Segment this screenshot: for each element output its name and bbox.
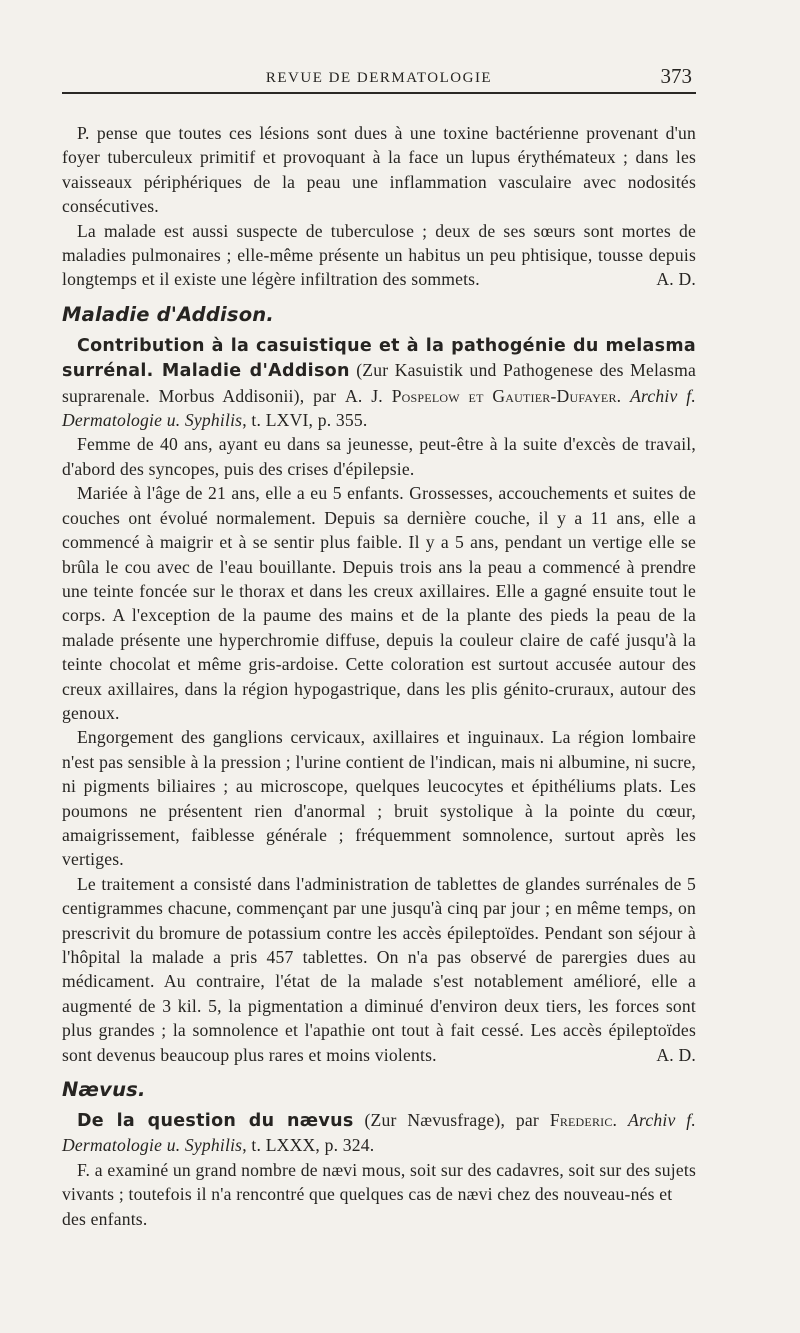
article-authors: Frederic. bbox=[549, 1110, 618, 1131]
article-title: De la question du nævus bbox=[76, 1111, 354, 1132]
author-signature: A. D. bbox=[656, 1044, 696, 1065]
journal-name: Archiv f. Dermatologie u. Syphilis bbox=[62, 385, 696, 431]
article-reference: Contribution à la casuistique et à la pathogénie du melasma surrénal. Maladie d'Addison (Zur Kasuistik und Pathogenese des Melasma suprarenale. Morbus Addisonii), par A. J. Pospelow et Gautier-Dufayer. Archiv f. Dermatologie u. Syphilis, t. LXVI, p. 355. bbox=[62, 335, 696, 431]
article-reference: De la question du nævus (Zur Nævusfrage), par Frederic. Archiv f. Dermatologie u. Syphilis, t. LXXX, p. 324. bbox=[62, 1110, 696, 1156]
paragraph: Mariée à l'âge de 21 ans, elle a eu 5 enfants. Grossesses, accouchements et suites de couches ont évolué normalement. Depuis sa dernière couche, il y a 11 ans, elle a commencé à maigrir et à se sentir plus faible. Il y a 5 ans, pendant un vertige elle se brûla le cou avec de l'eau bouillante. Depuis trois ans la peau a commencé à prendre une teinte foncée sur le thorax et dans les creux axillaires. Elle a gagné ensuite tout le corps. A l'exception de la paume des mains et de la plante des pieds la peau de la malade présente une hyperchromie diffuse, depuis la couleur claire de café jusqu'à la teinte chocolat et même gris-ardoise. Cette coloration est surtout accusée autour des creux axillaires, dans la région hypogastrique, dans les plis génito-cruraux, autour des genoux. bbox=[62, 483, 696, 723]
section-heading-addison: Maladie d'Addison. bbox=[62, 302, 274, 326]
paragraph: La malade est aussi suspecte de tuberculose ; deux de ses sœurs sont mortes de maladies pulmonaires ; elle-même présente un habitus un peu phtisique, tousse depuis longtemps et il existe une légère infiltration des sommets. A. D. bbox=[62, 219, 696, 292]
page-header bbox=[62, 64, 696, 94]
journal-name: Archiv f. Dermatologie u. Syphilis bbox=[62, 1110, 696, 1156]
section-heading-naevus: Nævus. bbox=[62, 1078, 146, 1102]
paragraph: P. pense que toutes ces lésions sont dues à une toxine bactérienne provenant d'un foyer tuberculeux primitif et provoquant à la face un lupus érythémateux ; dans les vaisseaux périphériques de la peau une inflammation vasculaire avec nodosités consécutives. bbox=[62, 123, 696, 217]
paragraph: F. a examiné un grand nombre de nævi mous, soit sur des cadavres, soit sur des sujets vivants ; toutefois il n'a rencontré que quelques cas de nævi chez des nouveau-nés et des enfants. bbox=[62, 1159, 697, 1229]
page-body bbox=[62, 121, 696, 1231]
article-authors: A. J. Pospelow et Gautier-Dufayer. bbox=[344, 385, 622, 406]
page-number: 373 bbox=[660, 64, 692, 88]
author-signature: A. D. bbox=[656, 269, 696, 290]
paragraph: Le traitement a consisté dans l'administration de tablettes de glandes surrénales de 5 centigrammes chacune, commençant par une jusqu'à cinq par jour ; en même temps, on prescrivit du bromure de potassium contre les accès épileptoïdes. Pendant son séjour à l'hôpital la malade a pris 457 tablettes. On n'a pas observé de parergies dues au médicament. Au contraire, l'état de la malade s'est notablement amélioré, elle a augmenté de 3 kil. 5, la pigmentation a diminué d'environ deux tiers, les forces sont plus grandes ; la somnolence et l'apathie ont tout à fait cessé. Les accès épileptoïdes sont devenus beaucoup plus rares et moins violents. A. D. bbox=[62, 872, 696, 1067]
article-title: Contribution à la casuistique et à la pathogénie du melasma surrénal. Maladie d'Addison bbox=[62, 335, 696, 382]
paragraph: Engorgement des ganglions cervicaux, axillaires et inguinaux. La région lombaire n'est pas sensible à la pression ; l'urine contient de l'indican, mais ni albumine, ni sucre, ni pigments biliaires ; au microscope, quelques leucocytes et épithéliums plats. Les poumons ne présentent rien d'anormal ; bruit systolique à la pointe du cœur, amaigrissement, faiblesse générale ; fréquemment somnolence, surtout après les vertiges. bbox=[62, 727, 696, 870]
paragraph: Femme de 40 ans, ayant eu dans sa jeunesse, peut-être à la suite d'excès de travail, d'abord des syncopes, puis des crises d'épilepsie. bbox=[62, 434, 696, 479]
running-title: REVUE DE DERMATOLOGIE bbox=[265, 70, 493, 86]
